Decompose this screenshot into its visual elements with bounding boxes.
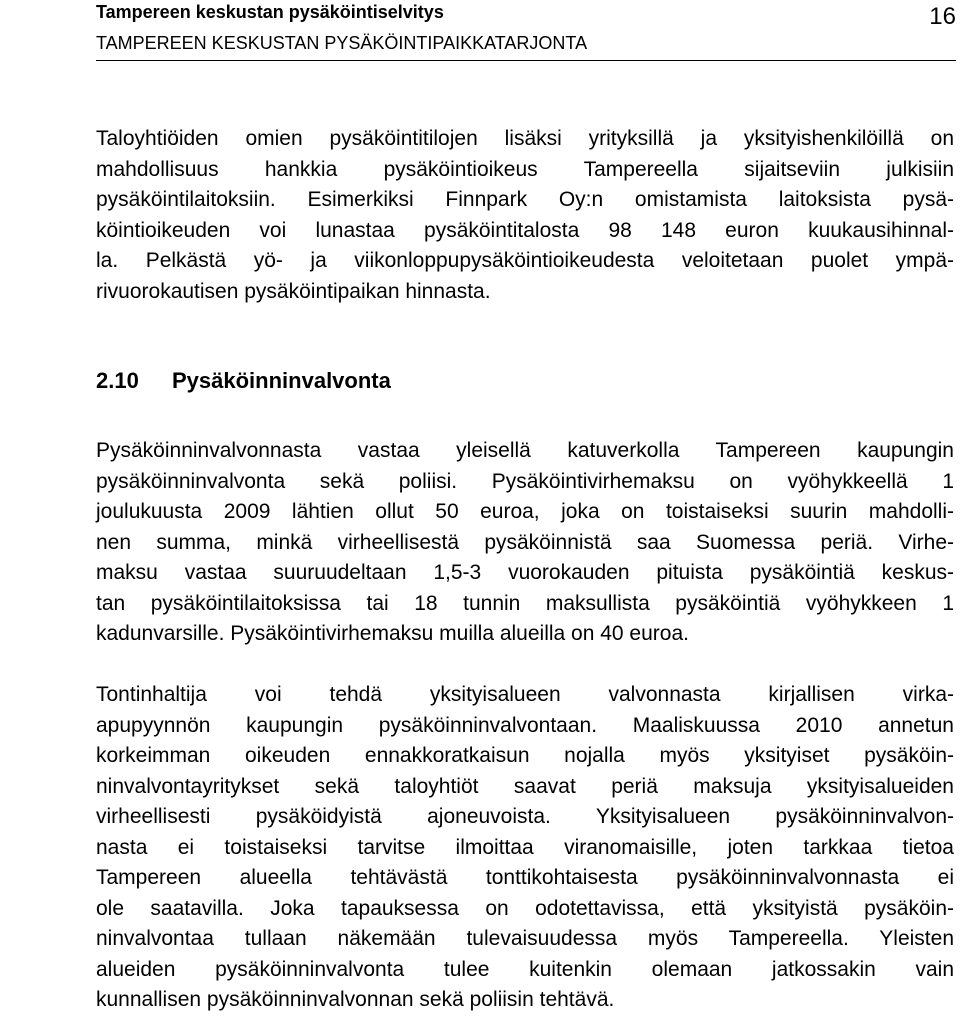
text-line: nasta ei toistaiseksi tarvitse ilmoittaa viranomaisille, joten tarkkaa tietoa bbox=[96, 835, 954, 859]
text-line: nen summa, minkä virheellisestä pysäköinnistä saa Suomessa periä. Virhe- bbox=[96, 530, 954, 554]
section-number: 2.10 bbox=[96, 368, 139, 393]
text-line: kunnallisen pysäköinninvalvonnan sekä poliisin tehtävä. bbox=[96, 988, 615, 1011]
text-line: tan pysäköintilaitoksissa tai 18 tunnin maksullista pysäköintiä vyöhykkeen 1 bbox=[96, 591, 954, 615]
section-heading bbox=[96, 368, 391, 394]
document-title: Tampereen keskustan pysäköintiselvitys bbox=[96, 2, 444, 22]
text-line: ninvalvontayritykset sekä taloyhtiöt saavat periä maksuja yksityisalueiden bbox=[96, 774, 954, 798]
text-line: virheellisesti pysäköidyistä ajoneuvoista. Yksityisalueen pysäköinninvalvon- bbox=[96, 805, 954, 828]
page-header bbox=[96, 0, 956, 61]
chapter-title: TAMPEREEN KESKUSTAN PYSÄKÖINTIPAIKKATARJONTA bbox=[96, 33, 588, 53]
text-line: apupyynnön kaupungin pysäköinninvalvontaan. Maaliskuussa 2010 annetun bbox=[96, 713, 954, 737]
text-line: mahdollisuus hankkia pysäköintioikeus Tampereella sijaitseviin julkisiin bbox=[96, 157, 954, 181]
text-line: maksu vastaa suuruudeltaan 1,5-3 vuorokauden pituista pysäköintiä keskus- bbox=[96, 561, 954, 584]
text-line: köintioikeuden voi lunastaa pysäköintitalosta 98 148 euron kuukausihinnal- bbox=[96, 218, 954, 242]
paragraph-parking-enforcement bbox=[96, 436, 954, 650]
text-line: ole saatavilla. Joka tapauksessa on odotettavissa, että yksityistä pysäköin- bbox=[96, 896, 954, 920]
text-line: la. Pelkästä yö- ja viikonloppupysäköintioikeudesta veloitetaan puolet ympä- bbox=[96, 249, 954, 272]
text-line: alueiden pysäköinninvalvonta tulee kuitenkin olemaan jatkossakin vain bbox=[96, 957, 954, 981]
page-number: 16 bbox=[929, 3, 956, 30]
text-line: Pysäköinninvalvonnasta vastaa yleisellä katuverkolla Tampereen kaupungin bbox=[96, 439, 954, 462]
text-line: kadunvarsille. Pysäköintivirhemaksu muilla alueilla on 40 euroa. bbox=[96, 622, 689, 645]
section-title: Pysäköinninvalvonta bbox=[172, 368, 391, 393]
text-line: pysäköinninvalvonta sekä poliisi. Pysäköintivirhemaksu on vyöhykkeellä 1 bbox=[96, 469, 954, 493]
text-line: Tampereen alueella tehtävästä tonttikohtaisesta pysäköinninvalvonnasta ei bbox=[96, 866, 954, 889]
text-line: Taloyhtiöiden omien pysäköintitilojen lisäksi yrityksillä ja yksityishenkilöillä on bbox=[96, 127, 954, 150]
text-line: korkeimman oikeuden ennakkoratkaisun nojalla myös yksityiset pysäköin- bbox=[96, 744, 954, 767]
paragraph-private-parking-rights bbox=[96, 124, 954, 307]
text-line: Tontinhaltija voi tehdä yksityisalueen valvonnasta kirjallisen virka- bbox=[96, 683, 954, 706]
paragraph-private-area-enforcement bbox=[96, 680, 954, 1016]
text-line: joulukuusta 2009 lähtien ollut 50 euroa, joka on toistaiseksi suurin mahdolli- bbox=[96, 500, 954, 523]
text-line: ninvalvontaa tullaan näkemään tulevaisuudessa myös Tampereella. Yleisten bbox=[96, 927, 954, 950]
text-line: pysäköintilaitoksiin. Esimerkiksi Finnpark Oy:n omistamista laitoksista pysä- bbox=[96, 188, 954, 211]
text-line: rivuorokautisen pysäköintipaikan hinnasta. bbox=[96, 279, 491, 303]
